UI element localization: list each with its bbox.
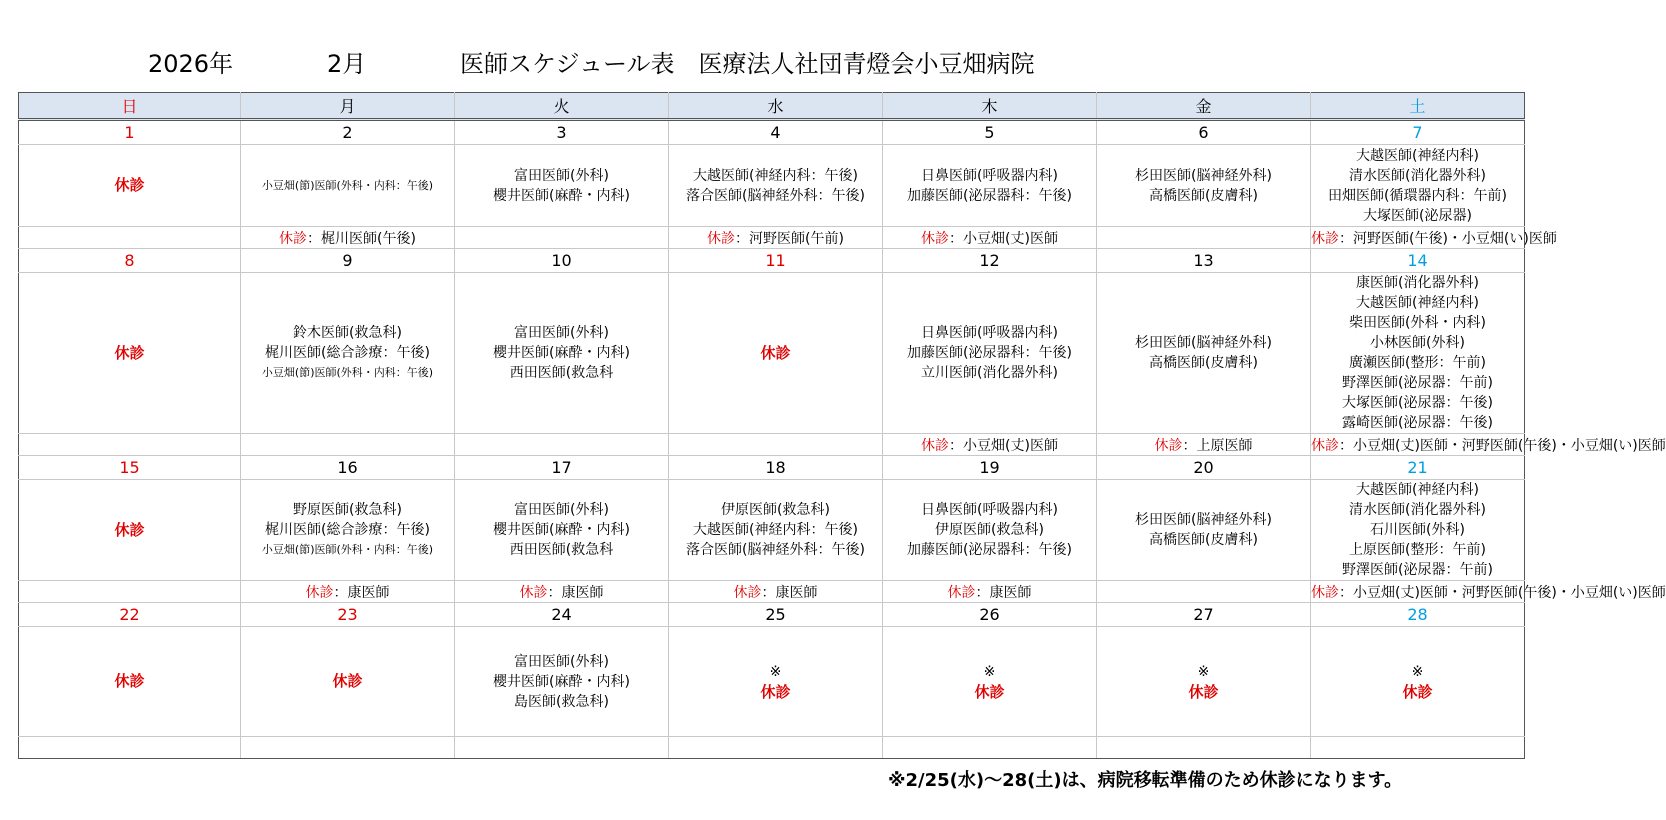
schedule-cell-mon: [241, 145, 455, 227]
date-cell: 9: [241, 249, 455, 273]
note-cell: [669, 737, 883, 759]
schedule-cell-wed: [669, 480, 883, 581]
closed-label: 休診: [114, 343, 145, 362]
note-cell: [19, 581, 241, 603]
doctor-entry: 康医師(消化器外科): [1356, 275, 1479, 291]
schedule-cell-sat: [1311, 273, 1525, 434]
closed-keyword: 休診: [707, 230, 736, 247]
schedule-cell-thu: [883, 627, 1097, 737]
doctor-entry: 小豆畑(節)医師(外科・内科：午後): [261, 366, 434, 379]
week4-date-row: [19, 603, 1525, 627]
date-cell: 23: [241, 603, 455, 627]
doctor-entry: 梶川医師(総合診療：午後): [265, 522, 430, 538]
note-cell: [669, 581, 883, 603]
doctor-entry: 清水医師(消化器外科): [1349, 167, 1486, 184]
doctor-entry: 日鼻医師(呼吸器内科): [921, 502, 1058, 518]
date-cell: 13: [1097, 249, 1311, 273]
closed-label: 休診: [1188, 682, 1219, 701]
doctor-entry: 立川医師(消化器外科): [921, 365, 1058, 381]
note-cell: [1097, 581, 1311, 603]
week1-doctor-row: [19, 145, 1525, 227]
doctor-entry: 田畑医師(循環器内科：午前): [1328, 187, 1507, 204]
closed-label: 休診: [974, 682, 1005, 701]
doctor-entry: 小林医師(外科): [1370, 335, 1465, 351]
schedule-cell-sun: [19, 627, 241, 737]
date-cell: 1: [19, 120, 241, 145]
note-cell: [669, 227, 883, 249]
date-cell: 2: [241, 120, 455, 145]
closed-keyword: 休診: [1311, 230, 1339, 247]
doctor-entry: 富田医師(外科): [514, 325, 609, 341]
schedule-cell-mon: [241, 627, 455, 737]
note-cell: [455, 227, 669, 249]
doctor-entry: 上原医師(整形：午前): [1349, 542, 1486, 558]
week4-doctor-row: [19, 627, 1525, 737]
note-cell: [1311, 737, 1525, 759]
note-cell: [883, 581, 1097, 603]
doctor-entry: 大越医師(神経内科): [1356, 147, 1479, 164]
schedule-cell-tue: [455, 273, 669, 434]
schedule-cell-sun: [19, 273, 241, 434]
weekday-thu: 木: [883, 93, 1097, 120]
note-cell: [19, 434, 241, 456]
date-cell: 20: [1097, 456, 1311, 480]
closed-keyword: 休診: [947, 584, 976, 601]
schedule-cell-tue: [455, 627, 669, 737]
doctor-entry: 野原医師(救急科): [293, 502, 402, 518]
note-text: ：上原医師: [1182, 437, 1253, 454]
doctor-entry: 大越医師(神経内科): [1356, 482, 1479, 498]
closed-keyword: 休診: [733, 584, 762, 601]
note-text: ：梶川医師(午後): [307, 230, 416, 247]
schedule-cell-tue: [455, 145, 669, 227]
closed-keyword: 休診: [1311, 584, 1339, 601]
note-cell: [1311, 227, 1557, 249]
doctor-entry: 櫻井医師(麻酔・内科): [493, 673, 630, 690]
doctor-entry: 伊原医師(救急科): [935, 522, 1044, 538]
note-text: ：河野医師(午後)・小豆畑(い)医師: [1339, 230, 1557, 247]
doctor-entry: 大塚医師(泌尿器：午後): [1342, 395, 1493, 411]
closed-label: 休診: [114, 520, 145, 539]
doctor-entry: 櫻井医師(麻酔・内科): [493, 522, 630, 538]
doctor-entry: 櫻井医師(麻酔・内科): [493, 187, 630, 204]
note-mark: ※: [1197, 663, 1210, 680]
doctor-entry: 柴田医師(外科・内科): [1349, 315, 1486, 331]
date-cell: 25: [669, 603, 883, 627]
weekday-mon: 月: [241, 93, 455, 120]
schedule-cell-sat: [1311, 145, 1525, 227]
note-cell: [669, 434, 883, 456]
closed-keyword: 休診: [1311, 437, 1339, 454]
closed-keyword: 休診: [279, 230, 308, 247]
doctor-entry: 梶川医師(総合診療：午後): [265, 345, 430, 361]
note-mark: ※: [983, 663, 996, 680]
closed-keyword: 休診: [519, 584, 548, 601]
note-cell: [455, 434, 669, 456]
doctor-entry: 高橋医師(皮膚科): [1149, 187, 1258, 204]
date-cell: 7: [1311, 120, 1525, 145]
doctor-entry: 杉田医師(脳神経外科): [1135, 335, 1272, 351]
date-cell: 28: [1311, 603, 1525, 627]
note-cell: [1097, 737, 1311, 759]
week2-doctor-row: [19, 273, 1525, 434]
date-cell: 10: [455, 249, 669, 273]
note-cell: [19, 227, 241, 249]
doctor-entry: 落合医師(脳神経外科：午後): [686, 187, 865, 204]
date-cell: 21: [1311, 456, 1525, 480]
week3-date-row: [19, 456, 1525, 480]
doctor-entry: 小豆畑(節)医師(外科・内科：午後): [261, 543, 434, 556]
schedule-cell-fri: [1097, 145, 1311, 227]
note-cell: [455, 737, 669, 759]
date-cell: 16: [241, 456, 455, 480]
note-mark: ※: [769, 663, 782, 680]
schedule-cell-sat: [1311, 627, 1525, 737]
note-mark: ※: [1411, 663, 1424, 680]
doctor-entry: 石川医師(外科): [1370, 522, 1465, 538]
note-cell: [1097, 227, 1311, 249]
schedule-cell-wed: [669, 627, 883, 737]
schedule-cell-tue: [455, 480, 669, 581]
note-cell: [1311, 434, 1666, 456]
month-label: 2月: [327, 50, 367, 78]
date-cell: 22: [19, 603, 241, 627]
week1-note-row: [19, 227, 1525, 249]
doctor-entry: 落合医師(脳神経外科：午後): [686, 542, 865, 558]
date-cell: 26: [883, 603, 1097, 627]
doctor-entry: 櫻井医師(麻酔・内科): [493, 345, 630, 361]
date-cell: 27: [1097, 603, 1311, 627]
date-cell: 14: [1311, 249, 1525, 273]
closed-keyword: 休診: [921, 230, 950, 247]
doctor-entry: 高橋医師(皮膚科): [1149, 355, 1258, 371]
note-cell: [241, 434, 455, 456]
closed-keyword: 休診: [305, 584, 334, 601]
doctor-entry: 清水医師(消化器外科): [1349, 502, 1486, 518]
schedule-cell-mon: [241, 273, 455, 434]
closed-label: 休診: [760, 682, 791, 701]
date-cell: 18: [669, 456, 883, 480]
year-label: 2026年: [148, 50, 234, 78]
doctor-entry: 西田医師(救急科: [509, 365, 614, 381]
week4-note-row: [19, 737, 1525, 759]
note-text: ：康医師: [333, 584, 390, 601]
schedule-cell-thu: [883, 480, 1097, 581]
note-text: ：康医師: [547, 584, 604, 601]
weekday-sat: 土: [1311, 93, 1525, 120]
note-text: ：小豆畑(丈)医師・河野医師(午後)・小豆畑(い)医師: [1339, 437, 1666, 454]
closed-label: 休診: [332, 672, 363, 690]
closed-keyword: 休診: [1154, 437, 1183, 454]
closed-label: 休診: [114, 672, 145, 690]
week2-note-row: [19, 434, 1525, 456]
date-cell: 4: [669, 120, 883, 145]
week3-note-row: [19, 581, 1525, 603]
week3-doctor-row: [19, 480, 1525, 581]
date-cell: 5: [883, 120, 1097, 145]
doctor-entry: 加藤医師(泌尿器科：午後): [907, 187, 1072, 204]
closure-footnote: ※2/25(水)～28(土)は、病院移転準備のため休診になります。: [888, 770, 1403, 791]
weekday-wed: 水: [669, 93, 883, 120]
note-cell: [883, 434, 1097, 456]
date-cell: 19: [883, 456, 1097, 480]
doctor-entry: 富田医師(外科): [514, 502, 609, 518]
weekday-tue: 火: [455, 93, 669, 120]
doctor-entry: 小豆畑(節)医師(外科・内科：午後): [261, 178, 434, 192]
note-cell: [241, 227, 455, 249]
closed-label: 休診: [760, 343, 791, 362]
note-text: ：小豆畑(丈)医師・河野医師(午後)・小豆畑(い)医師: [1339, 584, 1666, 601]
schedule-cell-thu: [883, 145, 1097, 227]
doctor-entry: 大越医師(神経内科): [1356, 295, 1479, 311]
week2-date-row: [19, 249, 1525, 273]
doctor-entry: 日鼻医師(呼吸器内科): [921, 325, 1058, 341]
weekday-header-row: [19, 93, 1525, 120]
date-cell: 15: [19, 456, 241, 480]
doctor-entry: 日鼻医師(呼吸器内科): [921, 167, 1058, 184]
schedule-cell-wed: [669, 273, 883, 434]
note-cell: [455, 581, 669, 603]
doctor-entry: 廣瀬医師(整形：午前): [1349, 355, 1486, 371]
schedule-cell-mon: [241, 480, 455, 581]
note-cell: [883, 737, 1097, 759]
doctor-entry: 島医師(救急科): [514, 693, 609, 710]
doctor-entry: 大越医師(神経内科：午後): [693, 167, 858, 184]
date-cell: 11: [669, 249, 883, 273]
note-cell: [1097, 434, 1311, 456]
note-cell: [883, 227, 1097, 249]
date-cell: 6: [1097, 120, 1311, 145]
doctor-entry: 野澤医師(泌尿器：午前): [1342, 375, 1493, 391]
note-cell: [1311, 581, 1666, 603]
closed-label: 休診: [114, 176, 145, 194]
doctor-entry: 富田医師(外科): [514, 653, 609, 670]
doctor-entry: 杉田医師(脳神経外科): [1135, 512, 1272, 528]
doctor-entry: 杉田医師(脳神経外科): [1135, 167, 1272, 184]
schedule-cell-wed: [669, 145, 883, 227]
doctor-entry: 大塚医師(泌尿器): [1363, 207, 1472, 224]
schedule-cell-fri: [1097, 480, 1311, 581]
doctor-entry: 野澤医師(泌尿器：午前): [1342, 562, 1493, 578]
closed-keyword: 休診: [921, 437, 950, 454]
doctor-entry: 加藤医師(泌尿器科：午後): [907, 542, 1072, 558]
note-cell: [241, 581, 455, 603]
doctor-entry: 露崎医師(泌尿器：午後): [1342, 415, 1493, 431]
weekday-sun: 日: [19, 93, 241, 120]
doctor-entry: 加藤医師(泌尿器科：午後): [907, 345, 1072, 361]
schedule-cell-fri: [1097, 273, 1311, 434]
schedule-cell-sun: [19, 145, 241, 227]
schedule-cell-sun: [19, 480, 241, 581]
doctor-entry: 大越医師(神経内科：午後): [693, 522, 858, 538]
note-text: ：河野医師(午前): [735, 230, 844, 247]
note-text: ：小豆畑(丈)医師: [949, 437, 1058, 454]
date-cell: 17: [455, 456, 669, 480]
date-cell: 24: [455, 603, 669, 627]
doctor-entry: 高橋医師(皮膚科): [1149, 532, 1258, 548]
weekday-fri: 金: [1097, 93, 1311, 120]
doctor-entry: 富田医師(外科): [514, 167, 609, 184]
note-text: ：康医師: [761, 584, 818, 601]
note-text: ：小豆畑(丈)医師: [949, 230, 1058, 247]
doctor-entry: 伊原医師(救急科): [721, 502, 830, 518]
schedule-cell-fri: [1097, 627, 1311, 737]
schedule-cell-thu: [883, 273, 1097, 434]
note-cell: [241, 737, 455, 759]
note-cell: [19, 737, 241, 759]
schedule-title: 医師スケジュール表 医療法人社団青燈会小豆畑病院: [460, 50, 1035, 78]
date-cell: 12: [883, 249, 1097, 273]
schedule-cell-sat: [1311, 480, 1525, 581]
week1-date-row: [19, 120, 1525, 145]
closed-label: 休診: [1402, 682, 1433, 701]
date-cell: 3: [455, 120, 669, 145]
note-text: ：康医師: [975, 584, 1032, 601]
schedule-calendar: [18, 92, 1666, 759]
doctor-entry: 鈴木医師(救急科): [293, 325, 402, 341]
doctor-entry: 西田医師(救急科: [509, 542, 614, 558]
date-cell: 8: [19, 249, 241, 273]
